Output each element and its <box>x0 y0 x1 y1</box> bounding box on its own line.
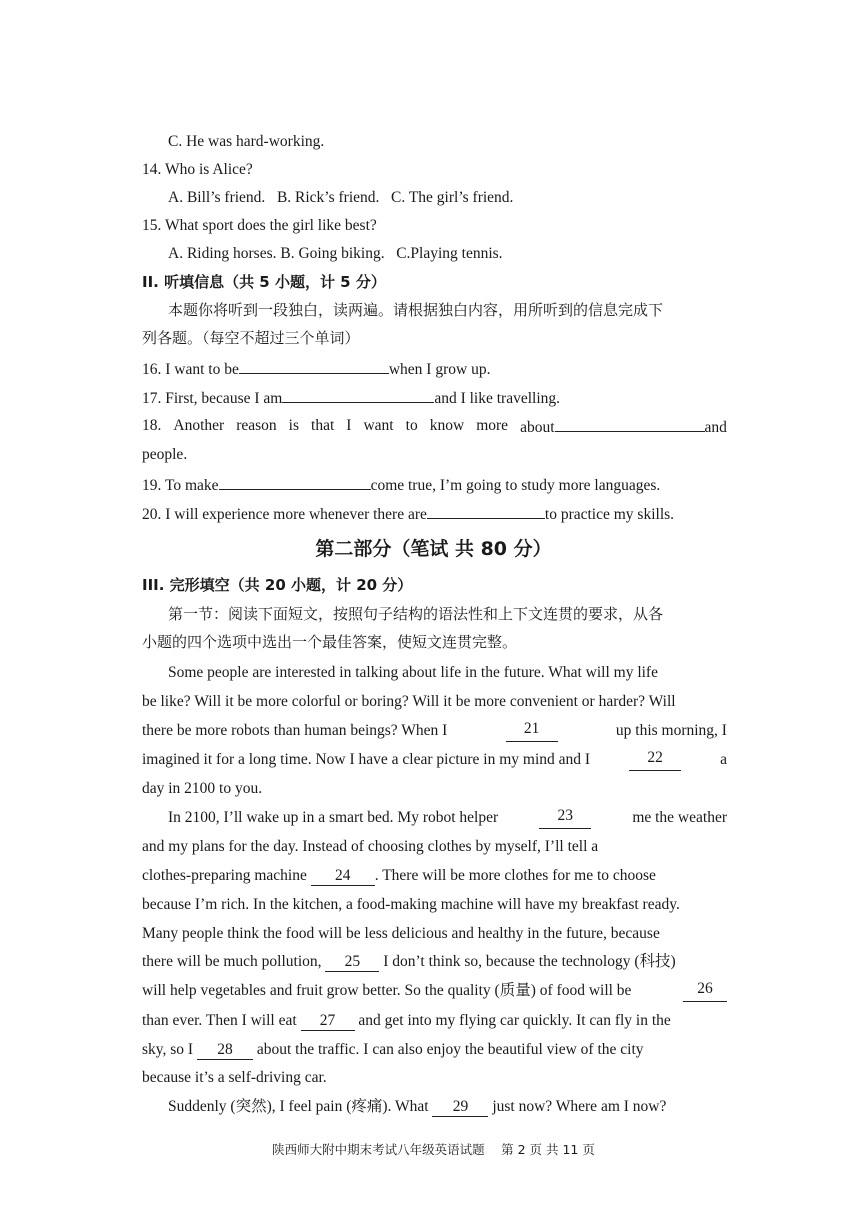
cloze-blank-29[interactable]: 29 <box>432 1098 488 1117</box>
passage-text: there will be much pollution, <box>142 953 322 970</box>
question-number: 16. <box>142 361 162 378</box>
passage-text: and get into my flying car quickly. It can fly in the <box>358 1012 671 1029</box>
word: know <box>429 417 465 434</box>
question-text: Who is Alice? <box>164 161 253 178</box>
word: Another <box>173 417 225 434</box>
q14-option-b: B. Rick’s friend. <box>276 189 380 206</box>
q18-continuation: people. <box>142 446 188 463</box>
word: about <box>520 419 555 436</box>
passage-text: imagined it for a long time. Now I have a clear picture in my mind and I <box>142 751 591 768</box>
word: I <box>346 417 352 434</box>
section-2-instructions-1: 本题你将听到一段独白，读两遍。请根据独白内容，用所听到的信息完成下 <box>168 301 664 319</box>
word: reason <box>236 417 277 434</box>
page-footer: 陕西师大附中期末考试八年级英语试题 第 2 页 共 11 页 <box>272 1142 595 1157</box>
passage-line <box>142 865 727 887</box>
q18-prompt-end: and <box>704 419 727 436</box>
q15-option-c: C.Playing tennis. <box>396 245 503 262</box>
passage-line <box>142 980 727 1002</box>
cloze-blank-26[interactable]: 26 <box>683 980 727 1002</box>
passage-text: sky, so I <box>142 1041 194 1058</box>
cloze-blank-22[interactable]: 22 <box>629 749 681 771</box>
passage-line <box>142 951 727 973</box>
passage-line: day in 2100 to you. <box>142 780 263 797</box>
passage-text: up this morning, I <box>615 722 727 739</box>
q15-option-b: B. Going biking. <box>280 245 385 262</box>
passage-text: just now? Where am I now? <box>492 1098 667 1115</box>
section-3-instructions-2: 小题的四个选项中选出一个最佳答案，使短文连贯完整。 <box>142 633 518 651</box>
q20-prompt-end: to practice my skills. <box>544 506 675 523</box>
question-18 <box>142 415 727 439</box>
q17-prompt-end: and I like travelling. <box>434 390 561 407</box>
passage-line: Many people think the food will be less delicious and healthy in the future, because <box>142 925 660 942</box>
q16-prompt: I want to be <box>165 361 239 378</box>
question-17 <box>142 386 727 410</box>
q20-prompt: I will experience more whenever there are <box>165 506 427 523</box>
passage-text: clothes-preparing machine <box>142 867 307 884</box>
section-3-instructions-1: 第一节：阅读下面短文，按照句子结构的语法性和上下文连贯的要求，从各 <box>168 605 664 623</box>
question-number: 14. <box>142 161 162 178</box>
word: that <box>311 417 335 434</box>
question-number: 20. <box>142 506 162 523</box>
passage-line: and my plans for the day. Instead of choosing clothes by myself, I’ll tell a <box>142 838 599 855</box>
cloze-blank-21[interactable]: 21 <box>506 720 558 742</box>
section-2-heading: II. 听填信息（共 5 小题，计 5 分） <box>142 273 386 291</box>
passage-text: In 2100, I’ll wake up in a smart bed. My robot helper <box>168 809 499 826</box>
question-20 <box>142 502 727 526</box>
q13-option-c: C. He was hard-working. <box>168 133 325 150</box>
cloze-blank-24[interactable]: 24 <box>311 867 375 886</box>
passage-line <box>142 720 727 742</box>
question-text: What sport does the girl like best? <box>164 217 377 234</box>
q16-answer-blank[interactable] <box>239 357 389 374</box>
q18-answer-blank[interactable] <box>555 415 705 432</box>
passage-line: because it’s a self-driving car. <box>142 1069 327 1086</box>
question-number: 18. <box>142 417 162 434</box>
passage-line <box>142 1039 727 1061</box>
q14-options <box>168 187 727 209</box>
passage-line <box>142 749 727 771</box>
passage-line: because I’m rich. In the kitchen, a food-making machine will have my breakfast ready. <box>142 896 680 913</box>
question-14 <box>142 159 727 181</box>
word: more <box>476 417 509 434</box>
question-15 <box>142 215 727 237</box>
question-number: 17. <box>142 390 162 407</box>
question-19 <box>142 473 727 497</box>
cloze-blank-25[interactable]: 25 <box>325 953 379 972</box>
word: to <box>405 417 418 434</box>
passage-line <box>142 1010 727 1032</box>
cloze-blank-23[interactable]: 23 <box>539 807 591 829</box>
q19-prompt: To make <box>164 477 219 494</box>
question-number: 15. <box>142 217 162 234</box>
q14-option-c: C. The girl’s friend. <box>391 189 514 206</box>
cloze-blank-28[interactable]: 28 <box>197 1041 253 1060</box>
q16-prompt-end: when I grow up. <box>388 361 491 378</box>
q17-prompt: First, because I am <box>165 390 283 407</box>
passage-text: Suddenly (突然), I feel pain (疼痛). What <box>168 1098 429 1115</box>
q15-option-a: A. Riding horses. <box>168 245 277 262</box>
word: is <box>288 417 300 434</box>
passage-text: I don’t think so, because the technology (科技) <box>383 953 676 970</box>
question-16 <box>142 357 727 381</box>
q14-option-a: A. Bill’s friend. <box>168 189 266 206</box>
q15-options <box>168 243 727 265</box>
passage-line <box>168 1096 727 1118</box>
passage-text: than ever. Then I will eat <box>142 1012 297 1029</box>
q19-prompt-end: come true, I’m going to study more languages. <box>370 477 661 494</box>
passage-text: a <box>720 751 727 768</box>
section-2-instructions-2: 列各题。（每空不超过三个单词） <box>142 329 360 347</box>
q20-answer-blank[interactable] <box>427 502 545 519</box>
question-number: 19. <box>142 477 162 494</box>
passage-text: will help vegetables and fruit grow better. So the quality (质量) of food will be <box>142 982 632 999</box>
part-2-title: 第二部分（笔试 共 80 分） <box>315 538 552 560</box>
passage-line <box>168 807 727 829</box>
passage-text: there be more robots than human beings? When I <box>142 722 448 739</box>
cloze-blank-27[interactable]: 27 <box>301 1012 355 1031</box>
q17-answer-blank[interactable] <box>282 386 434 403</box>
q19-answer-blank[interactable] <box>219 473 371 490</box>
passage-text: . There will be more clothes for me to choose <box>374 867 656 884</box>
passage-line: be like? Will it be more colorful or boring? Will it be more convenient or harder? Will <box>142 693 676 710</box>
passage-text: about the traffic. I can also enjoy the beautiful view of the city <box>256 1041 644 1058</box>
section-3-heading: III. 完形填空（共 20 小题，计 20 分） <box>142 576 413 594</box>
passage-line: Some people are interested in talking about life in the future. What will my life <box>168 664 658 681</box>
word: want <box>363 417 394 434</box>
passage-text: me the weather <box>632 809 727 826</box>
